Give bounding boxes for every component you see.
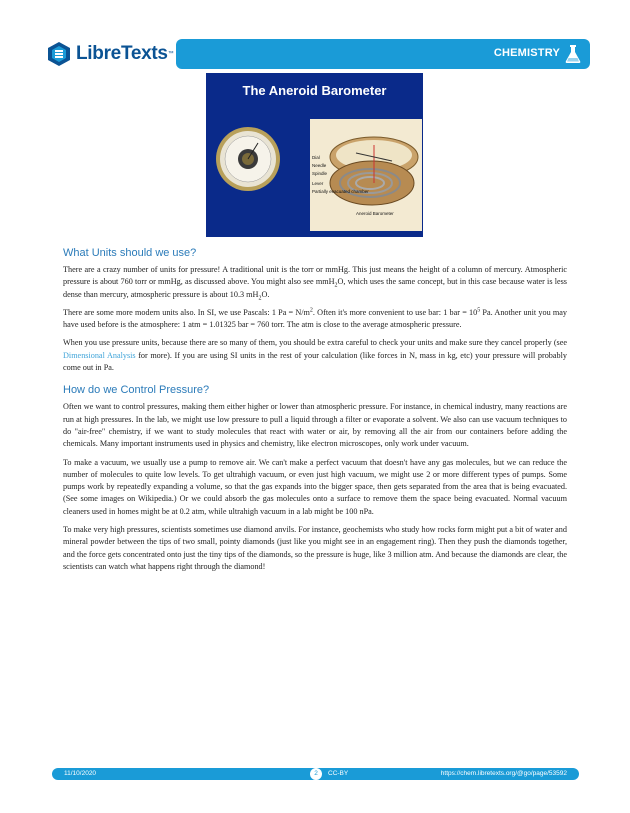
paragraph-control-1: Often we want to control pressures, making them either higher or lower than atmospheric pressure. For instance, in chemical industry, many reactions are run at high pressures. In the lab, we might use low pressure to pull a liquid through a filter or evaporate a solvent. We also can use vacuum techniques to do "air-free" chemistry, if we want to study molecules that react with water or air, by removing all the air from our containers before adding the chemicals. Many important instruments used in physics and chemistry, like electron microscopes, only work under vacuum. bbox=[63, 402, 567, 449]
libretexts-logo-icon bbox=[46, 41, 72, 67]
label-caption: Aneroid Barometer bbox=[356, 211, 394, 216]
heading-control: How do we Control Pressure? bbox=[63, 384, 210, 397]
libretexts-logo[interactable] bbox=[46, 38, 174, 70]
paragraph-control-2: To make a vacuum, we usually use a pump to remove air. We can't make a perfect vacuum that doesn't have any gas molecules, but we can reduce the number of molecules to quite low levels. To get ultrahigh vacuum, or even just high vacuum, we might use 2 or more different types of pumps. Some pumps work by repeatedly expanding a volume, so that the gas expands into the bigger space, then gets separated from the area that is being evacuated. (See some images on Wikipedia.) Or we could absorb the gas molecules onto a surface to remove them the space being evacuated. Normal vacuum cleaners used in homes might be at 0.2 atm, while ultrahigh vacuum in a lab might be 100 nPa. bbox=[63, 457, 567, 516]
label-spindle: Spindle bbox=[312, 171, 328, 176]
barometer-illustration bbox=[206, 73, 423, 237]
aneroid-barometer-figure bbox=[206, 73, 423, 237]
logo-text: LibreTexts bbox=[76, 43, 168, 64]
paragraph-units-1: There are a crazy number of units for pressure! A traditional unit is the torr or mmHg. This just means the height of a column of mercury. Atmospheric pressure is about 760 torr or mmHg, as discussed above. You might also see mmH$_2$O, which uses the same concept, but in this case because water is less dense than mercury, atmospheric pressure is about 10.3 $mH_2O$. bbox=[63, 265, 567, 302]
label-dial: Dial bbox=[312, 155, 320, 160]
label-chamber: Partially evacuated chamber bbox=[312, 189, 369, 194]
heading-units: What Units should we use? bbox=[63, 247, 197, 259]
footer-date: 11/10/2020 bbox=[64, 770, 97, 777]
subject-label: CHEMISTRY bbox=[493, 47, 560, 59]
label-needle: Needle bbox=[312, 163, 327, 168]
dimensional-analysis-link[interactable]: Dimensional Analysis bbox=[63, 350, 136, 360]
paragraph-units-2: There are some more modern units also. In SI, we use Pascals: 1 $Pa = N/m^2$. Often it's more convenient to use bar: 1 bar = $10^5$ Pa. Another unit you may have used before is the atmosphere: 1 atm = 1.01325 bar = 760 torr. The atm is close to the average atmospheric pressure. bbox=[63, 307, 567, 330]
figure-title: The Aneroid Barometer bbox=[242, 83, 387, 98]
footer-page-number: 2 bbox=[310, 768, 322, 780]
paragraph-units-3: When you use pressure units, because there are so many of them, you should be extra careful to check your units and make sure they cancel properly (see Dimensional Analysis for more). If you are using SI units in the rest of your calculation (like forces in N, mass in kg, etc) your pressure will probably come out in Pa. bbox=[63, 338, 567, 373]
paragraph-control-3: To make very high pressures, scientists sometimes use diamond anvils. For instance, geochemists who study how rocks form might put a bit of water and mineral powder between the tips of two small, pointy diamonds (just like you might see in an engagement ring). Then they push the diamonds together, and the force gets concentrated onto just the tiny tips of the diamonds, so the pressure is huge, like 3 million atm. And because the diamonds are clear, the scientists can watch what happens right through the diamond! bbox=[63, 525, 567, 571]
subject-banner[interactable] bbox=[176, 39, 590, 69]
footer-license: CC-BY bbox=[328, 770, 349, 777]
label-lever: Lever bbox=[312, 181, 324, 186]
footer-url-link[interactable]: https://chem.libretexts.org/@go/page/53592 bbox=[440, 770, 567, 777]
article-content bbox=[63, 246, 567, 579]
page-header bbox=[42, 38, 590, 70]
page-footer bbox=[52, 768, 579, 780]
logo-trademark: ™ bbox=[167, 51, 174, 57]
flask-icon bbox=[564, 44, 582, 64]
